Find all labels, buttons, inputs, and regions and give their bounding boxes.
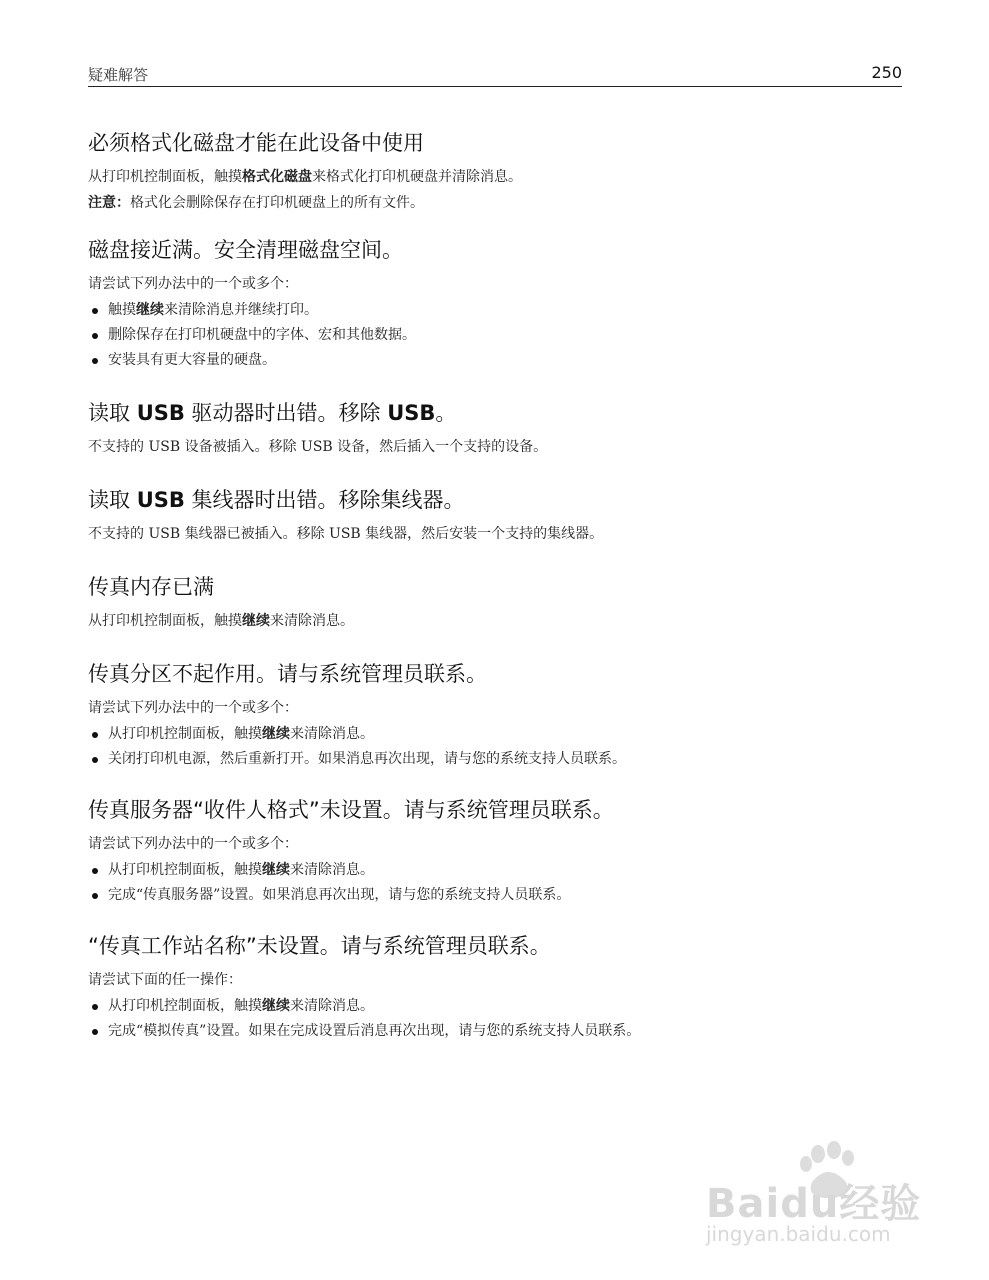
section-disk-near-full xyxy=(88,235,902,370)
section-fax-station-name xyxy=(88,931,902,1041)
bullet-list xyxy=(88,861,902,905)
intro-text: 请尝试下面的任一操作： xyxy=(88,972,242,988)
list-item: 从打印机控制面板，触摸继续来清除消息。 xyxy=(88,861,902,880)
section-heading: 传真分区不起作用。请与系统管理员联系。 xyxy=(88,662,487,686)
section-heading: 读取 USB 集线器时出错。移除集线器。 xyxy=(88,488,465,512)
list-item: 关闭打印机电源，然后重新打开。如果消息再次出现，请与您的系统支持人员联系。 xyxy=(88,750,902,769)
note: 注意：格式化会删除保存在打印机硬盘上的所有文件。 xyxy=(88,195,424,211)
section-usb-drive-error xyxy=(88,398,902,457)
section-usb-hub-error xyxy=(88,485,902,544)
list-item: 从打印机控制面板，触摸继续来清除消息。 xyxy=(88,725,902,744)
bullet-list xyxy=(88,725,902,769)
section-heading: 磁盘接近满。安全清理磁盘空间。 xyxy=(88,238,403,262)
paragraph: 不支持的 USB 集线器已被插入。移除 USB 集线器，然后安装一个支持的集线器。 xyxy=(88,526,604,542)
section-heading: 传真服务器“收件人格式”未设置。请与系统管理员联系。 xyxy=(88,798,614,822)
list-item: 删除保存在打印机硬盘中的字体、宏和其他数据。 xyxy=(88,326,902,345)
paragraph: 不支持的 USB 设备被插入。移除 USB 设备，然后插入一个支持的设备。 xyxy=(88,439,548,455)
baidu-watermark xyxy=(700,1140,940,1250)
section-fax-memory-full xyxy=(88,572,902,631)
section-fax-server-format xyxy=(88,795,902,905)
section-heading: “传真工作站名称”未设置。请与系统管理员联系。 xyxy=(88,934,551,958)
list-item: 完成“传真服务器”设置。如果消息再次出现，请与您的系统支持人员联系。 xyxy=(88,886,902,905)
document-body xyxy=(88,128,902,1047)
paragraph: 从打印机控制面板，触摸继续来清除消息。 xyxy=(88,613,354,629)
list-item: 从打印机控制面板，触摸继续来清除消息。 xyxy=(88,997,902,1016)
intro-text: 请尝试下列办法中的一个或多个： xyxy=(88,836,298,852)
note-label: 注意： xyxy=(88,195,130,211)
bullet-list xyxy=(88,997,902,1041)
list-item: 完成“模拟传真”设置。如果在完成设置后消息再次出现，请与您的系统支持人员联系。 xyxy=(88,1022,902,1041)
intro-text: 请尝试下列办法中的一个或多个： xyxy=(88,276,298,292)
section-heading: 传真内存已满 xyxy=(88,575,214,599)
section-heading: 必须格式化磁盘才能在此设备中使用 xyxy=(88,131,424,155)
list-item: 安装具有更大容量的硬盘。 xyxy=(88,351,902,370)
intro-text: 请尝试下列办法中的一个或多个： xyxy=(88,700,298,716)
bullet-list xyxy=(88,301,902,370)
watermark-logo-text: Baidu经验 xyxy=(706,1181,922,1227)
section-fax-partition xyxy=(88,659,902,769)
list-item: 触摸继续来清除消息并继续打印。 xyxy=(88,301,902,320)
page-header xyxy=(88,62,902,87)
page-number: 250 xyxy=(871,63,902,82)
header-section-title: 疑难解答 xyxy=(88,66,149,84)
section-heading: 读取 USB 驱动器时出错。移除 USB。 xyxy=(88,401,457,425)
paragraph: 从打印机控制面板，触摸格式化磁盘来格式化打印机硬盘并清除消息。 xyxy=(88,169,522,185)
section-format-disk xyxy=(88,128,902,213)
watermark-url: jingyan.baidu.com xyxy=(706,1222,891,1246)
ui-term: 格式化磁盘 xyxy=(242,169,312,185)
